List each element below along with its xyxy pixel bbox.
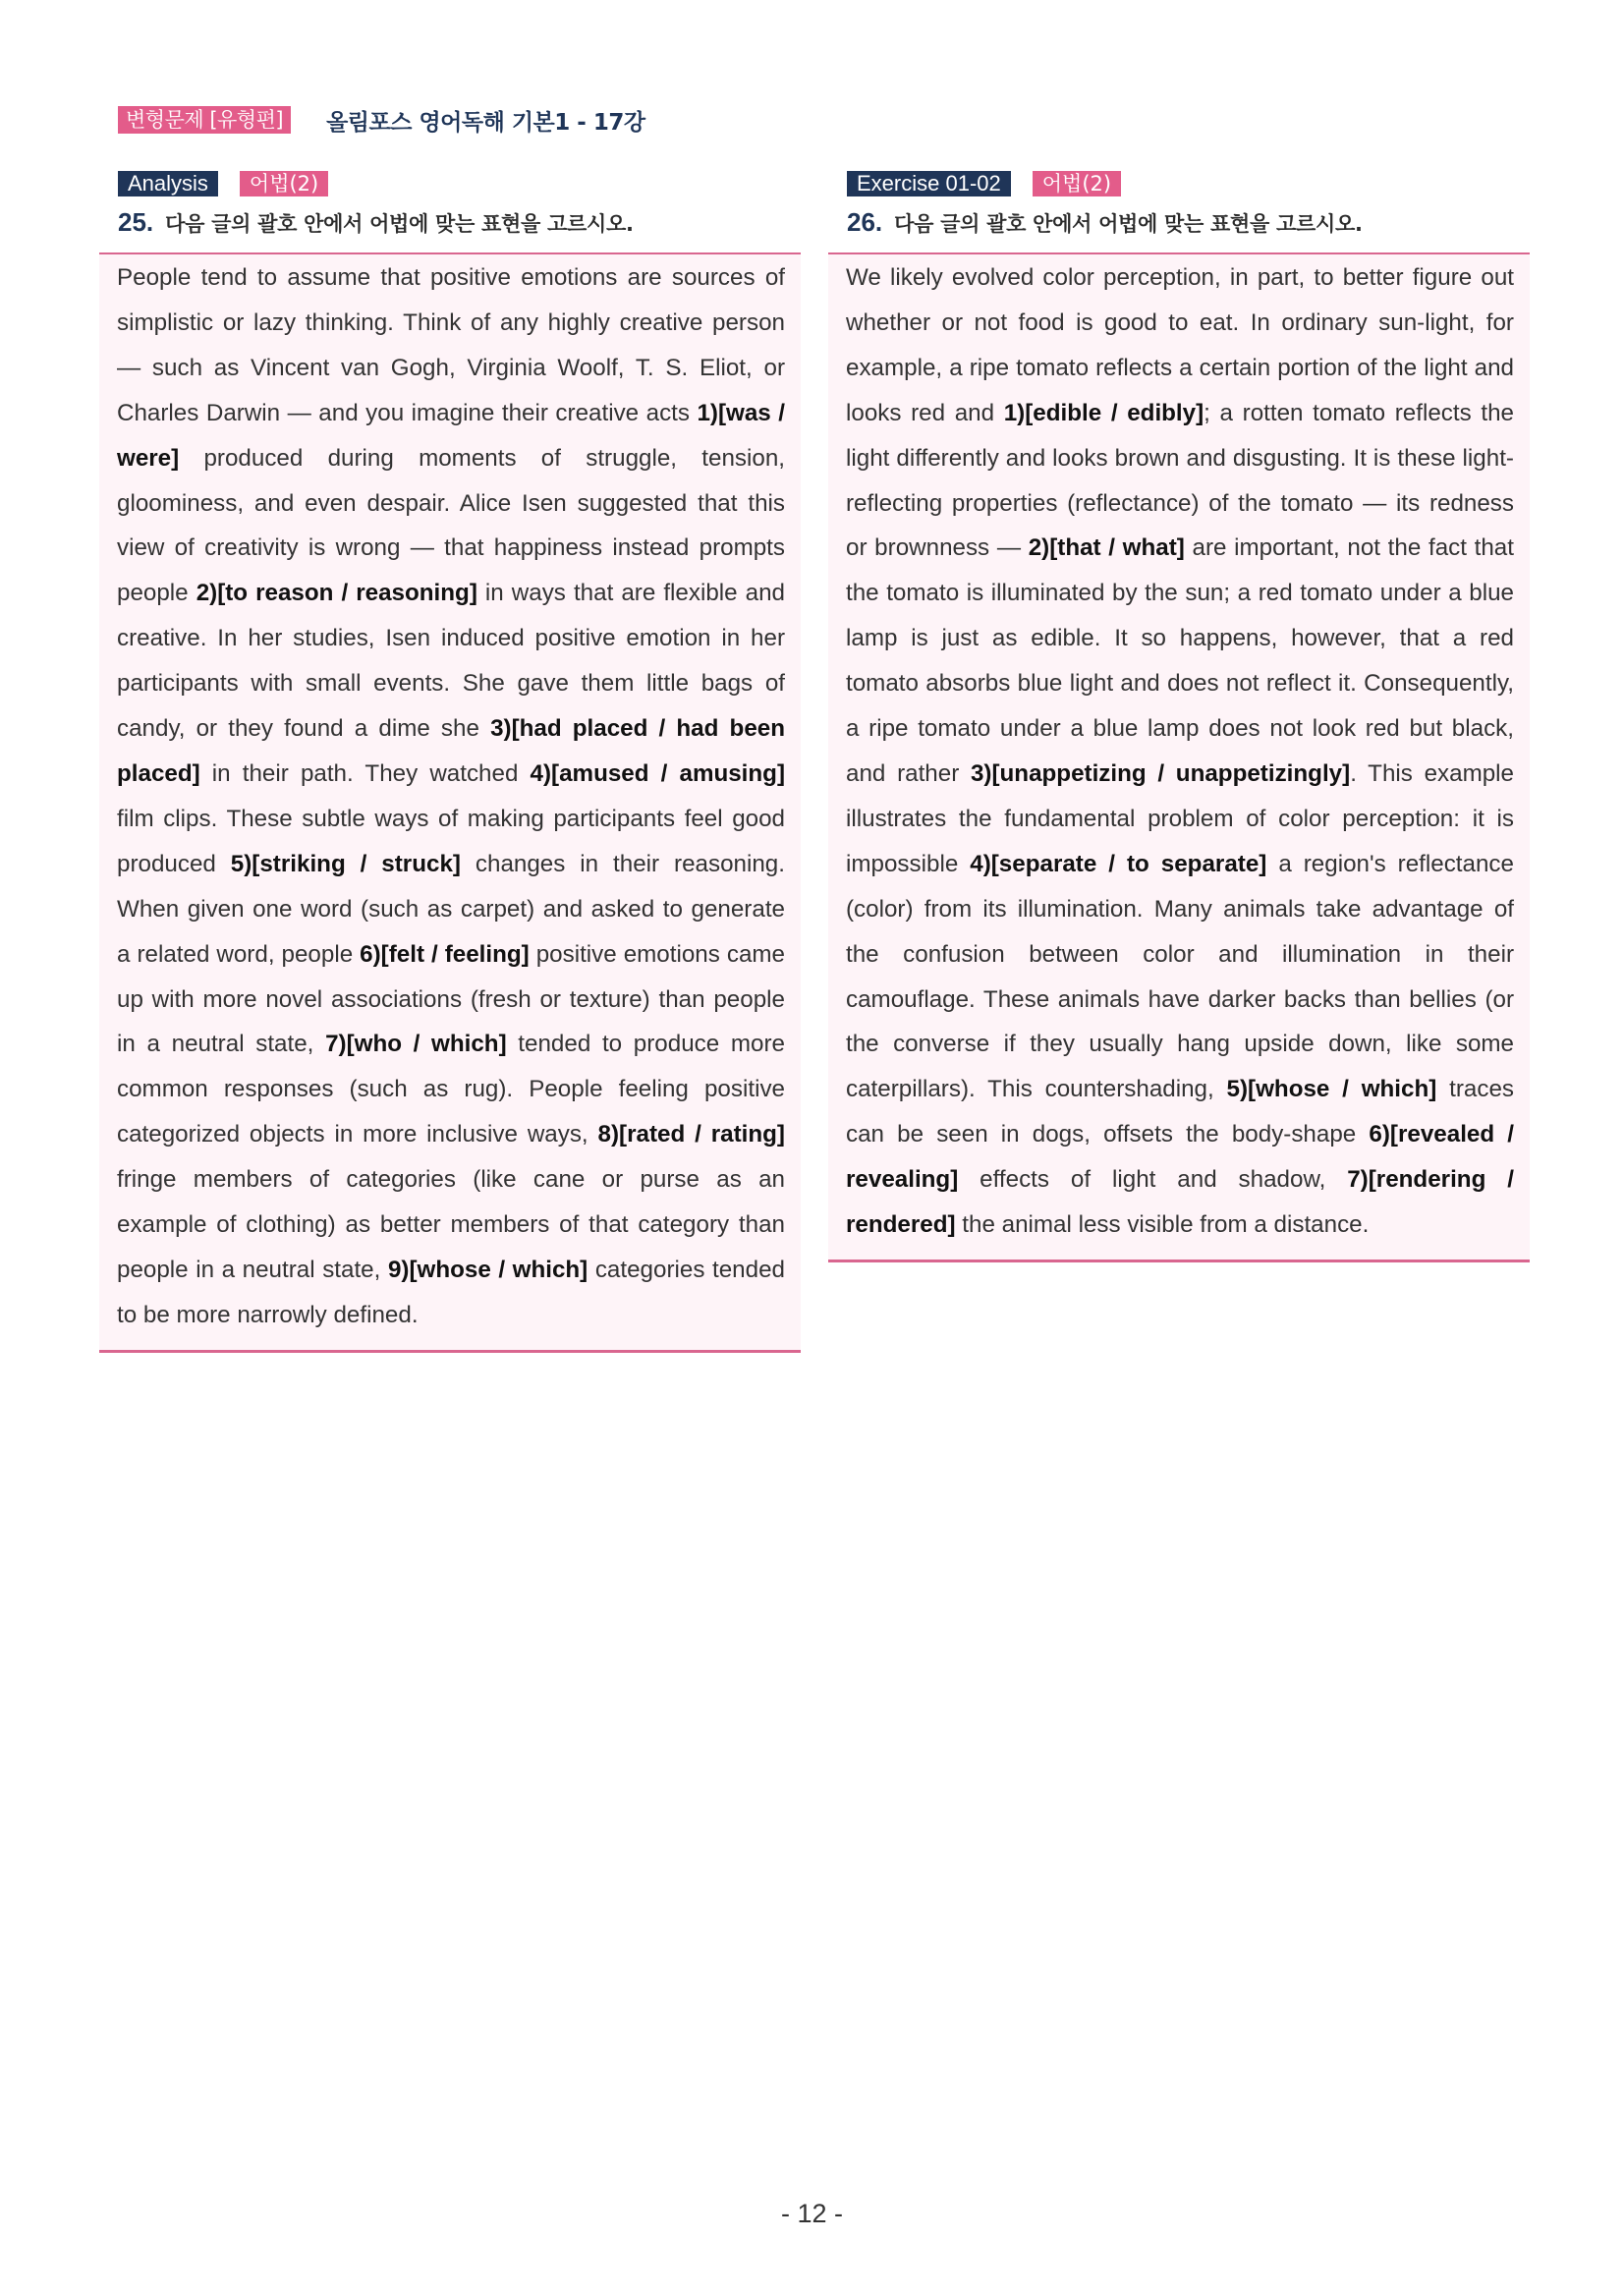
tag-row: [828, 169, 1530, 198]
passage-segment: effects of light and shadow,: [958, 1166, 1348, 1194]
passage-segment: the animal less visible from a distance.: [955, 1211, 1370, 1239]
passage-box: [828, 252, 1530, 1262]
question-26-column: [828, 169, 1530, 1262]
question-25-column: [99, 169, 801, 1353]
passage-segment: . This example illustrates the fundamental problem of color perception: it is impossible: [846, 759, 1515, 877]
passage-segment: film clips. These subtle ways of making participants feel good produced: [117, 805, 785, 877]
answer-choice: 5)[striking / struck]: [230, 850, 461, 877]
answer-choice: 6)[felt / feeling]: [360, 940, 530, 968]
passage-segment: in their path. They watched: [199, 759, 531, 787]
passage-box: [99, 252, 801, 1353]
passage-segment: in ways that are flexible and creative. In her studies, Isen induced positive emotion in her participants with small events. She gave them little bags of candy, or they found a dime she: [117, 580, 786, 743]
passage-segment: changes in their reasoning. When given one word (such as carpet) and asked to generate a related word, people: [117, 850, 785, 968]
answer-choice: 7)[rendering / rendered]: [846, 1166, 1514, 1239]
section-tag: Exercise 01-02: [847, 171, 1011, 196]
passage-segment: positive emotions came up with more novel associations (fresh or texture) than people in a neutral state,: [117, 940, 785, 1058]
section-tag: Analysis: [118, 171, 218, 196]
passage-segment: categories tended to be more narrowly defined.: [117, 1256, 785, 1328]
answer-choice: 1)[edible / edibly]: [1003, 399, 1204, 426]
passage-segment: We likely evolved color perception, in part, to better figure out whether or not food is good to eat. In ordinary sun-light, for example, a ripe tomato reflects a certain portion of the light and looks red and: [846, 264, 1514, 426]
tag-row: [99, 169, 801, 198]
header-tag: 변형문제 [유형편]: [118, 106, 291, 134]
page-header: [118, 104, 645, 136]
category-tag: 어법(2): [240, 171, 328, 196]
passage-segment: ; a rotten tomato reflects the light differently and looks brown and disgusting. It is these light-reflecting properties (reflectance) of the tomato — its redness or brownness —: [846, 399, 1514, 562]
question-number: 25.: [118, 207, 154, 237]
answer-choice: 1)[was / were]: [117, 399, 785, 472]
answer-choice: 3)[had placed / had been placed]: [117, 715, 785, 787]
answer-choice: 6)[revealed / revealing]: [846, 1121, 1515, 1194]
answer-choice: 8)[rated / rating]: [597, 1121, 785, 1148]
answer-choice: 2)[to reason / reasoning]: [196, 580, 477, 607]
passage-segment: fringe members of categories (like cane or purse as an example of clothing) as better members of that category than people in a neutral state,: [117, 1166, 785, 1283]
question-line: [99, 207, 801, 241]
passage-text: [846, 255, 1514, 1248]
question-line: [828, 207, 1530, 241]
answer-choice: 7)[who / which]: [325, 1031, 507, 1058]
page-number: - 12 -: [780, 2199, 844, 2228]
question-instruction: 다음 글의 괄호 안에서 어법에 맞는 표현을 고르시오.: [894, 212, 1363, 236]
passage-segment: produced during moments of struggle, tension, gloominess, and even despair. Alice Isen suggested that this view of creativity is wrong — that happiness instead prompts people: [117, 444, 785, 607]
answer-choice: 4)[separate / to separate]: [970, 850, 1267, 877]
answer-choice: 3)[unappetizing / unappetizingly]: [970, 759, 1351, 787]
passage-segment: People tend to assume that positive emotions are sources of simplistic or lazy thinking. Think of any highly creative person — such as Vincent van Gogh, Virginia Woolf, T. S. Eliot, or Charles Darwin — and you imagine their creative acts: [117, 264, 785, 426]
question-number: 26.: [847, 207, 883, 237]
passage-segment: are important, not the fact that the tomato is illuminated by the sun; a red tomato under a blue lamp is just as edible. It so happens, however, that a red tomato absorbs blue light and does not reflect it. Consequently, a ripe tomato under a blue lamp does not look red but black, and rather: [846, 534, 1514, 787]
answer-choice: 4)[amused / amusing]: [530, 759, 785, 787]
header-title: 올림포스 영어독해 기본1 - 17강: [326, 109, 645, 136]
passage-text: [117, 255, 785, 1338]
answer-choice: 9)[whose / which]: [387, 1256, 588, 1283]
passage-segment: a region's reflectance (color) from its illumination. Many animals take advantage of the confusion between color and illumination in their camouflage. These animals have darker backs than bellies (or the converse if they usually hang upside down, like some caterpillars). This countershading,: [846, 850, 1514, 1103]
answer-choice: 2)[that / what]: [1028, 534, 1185, 562]
answer-choice: 5)[whose / which]: [1226, 1076, 1437, 1103]
passage-segment: traces can be seen in dogs, offsets the body-shape: [846, 1076, 1514, 1148]
passage-segment: tended to produce more common responses (such as rug). People feeling positive categorized objects in more inclusive ways,: [117, 1031, 785, 1148]
question-instruction: 다음 글의 괄호 안에서 어법에 맞는 표현을 고르시오.: [165, 212, 634, 236]
category-tag: 어법(2): [1033, 171, 1121, 196]
